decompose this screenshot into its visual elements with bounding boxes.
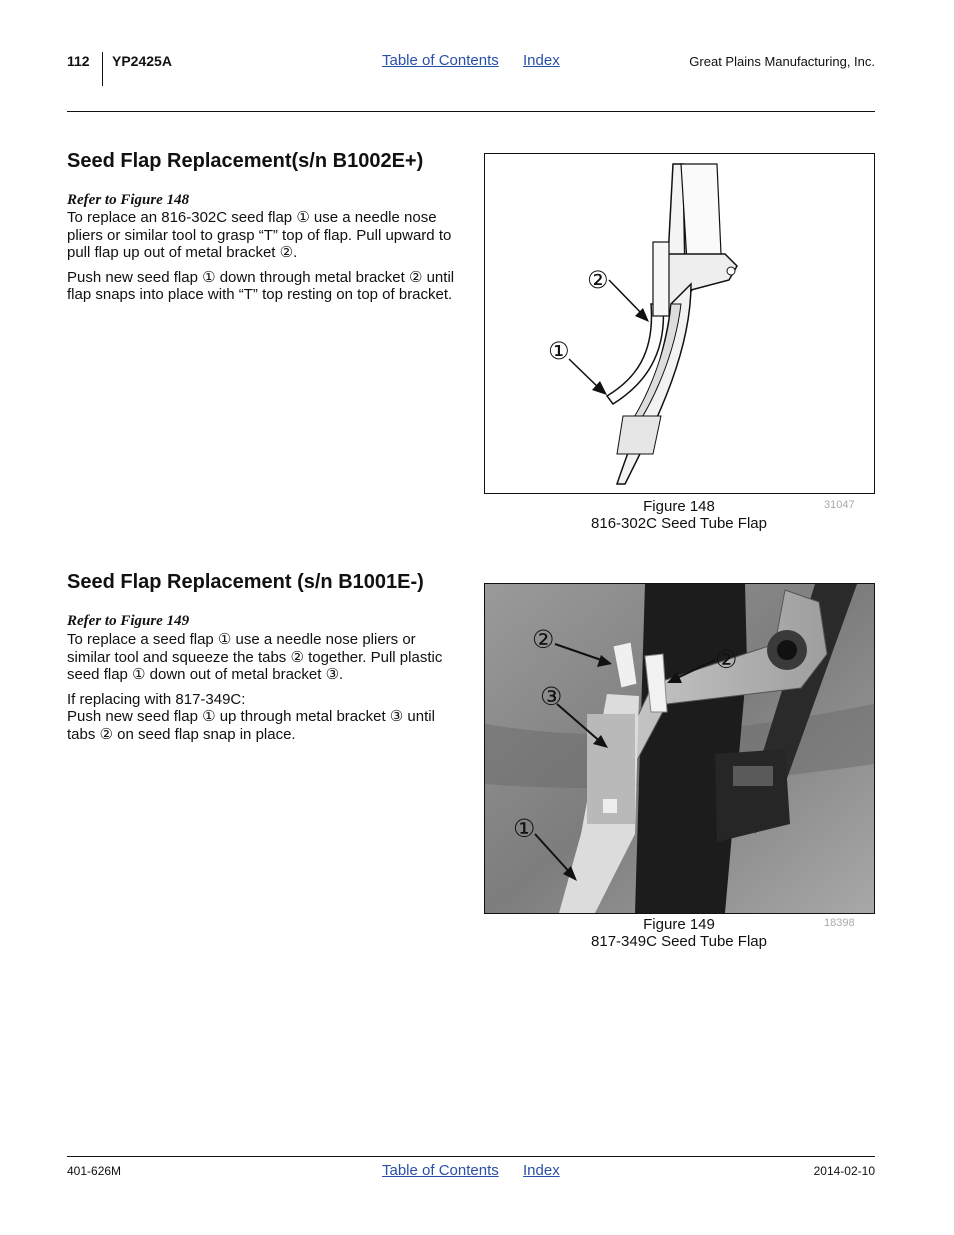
section1-title: Seed Flap Replacement(s/n B1002E+) bbox=[67, 150, 424, 172]
callout-seed-flap: ① bbox=[548, 338, 570, 365]
section2-title: Seed Flap Replacement (s/n B1001E-) bbox=[67, 571, 424, 593]
page-number: 112 bbox=[67, 53, 90, 69]
footer-doc-code: 401-626M bbox=[67, 1164, 122, 1178]
figure-149-image-number: 18398 bbox=[824, 917, 855, 929]
callout-metal-bracket: ③ bbox=[540, 683, 563, 711]
seed-tube-drawing bbox=[485, 154, 874, 493]
section2-body bbox=[67, 631, 462, 750]
callout-tab-left: ② bbox=[532, 626, 555, 654]
callout-bracket: ② bbox=[587, 267, 609, 294]
figure-149-image bbox=[484, 583, 875, 914]
header-rule bbox=[67, 111, 875, 112]
figure-148-label: Figure 148 bbox=[643, 498, 715, 515]
figure-149-title: 817-349C Seed Tube Flap bbox=[591, 933, 767, 950]
figure-148-caption bbox=[484, 498, 874, 532]
callout-tab-right: ② bbox=[715, 646, 738, 674]
section1-para2: Push new seed flap ① down through metal bracket ② until flap snaps into place with “T” top resting on top of bracket. bbox=[67, 268, 455, 303]
section2-para2b: Push new seed flap ① up through metal bracket ③ until tabs ② on seed flap snap in place. bbox=[67, 708, 435, 743]
header-separator bbox=[102, 52, 103, 86]
doc-id: YP2425A bbox=[112, 53, 172, 69]
figure-149-label: Figure 149 bbox=[643, 916, 715, 933]
section1-para1: To replace an 816-302C seed flap ① use a needle nose pliers or similar tool to grasp “T” top of flap. Pull upward to pull flap up out of metal bracket ②. bbox=[67, 209, 452, 261]
footer-index-link[interactable]: Index bbox=[523, 1162, 560, 1179]
section1-body bbox=[67, 209, 462, 311]
section2-para1: To replace a seed flap ① use a needle nose pliers or similar tool and squeeze the tabs ② together. Pull plastic seed flap ① down out of metal bracket ③. bbox=[67, 631, 443, 683]
company-name: Great Plains Manufacturing, Inc. bbox=[689, 54, 875, 69]
footer-date: 2014-02-10 bbox=[813, 1164, 875, 1178]
section2-para2a: If replacing with 817-349C: bbox=[67, 690, 246, 708]
section2-ref: Refer to Figure 149 bbox=[67, 613, 190, 629]
footer-rule bbox=[67, 1156, 875, 1157]
header-toc-link[interactable]: Table of Contents bbox=[382, 52, 499, 69]
figure-148-title: 816-302C Seed Tube Flap bbox=[591, 515, 767, 532]
header-index-link[interactable]: Index bbox=[523, 52, 560, 69]
figure-149-caption bbox=[484, 916, 874, 950]
figure-148-image bbox=[484, 153, 875, 494]
callout-plastic-flap: ① bbox=[513, 815, 536, 843]
footer-toc-link[interactable]: Table of Contents bbox=[382, 1162, 499, 1179]
figure-148-image-number: 31047 bbox=[824, 499, 855, 511]
section1-ref: Refer to Figure 148 bbox=[67, 192, 190, 208]
